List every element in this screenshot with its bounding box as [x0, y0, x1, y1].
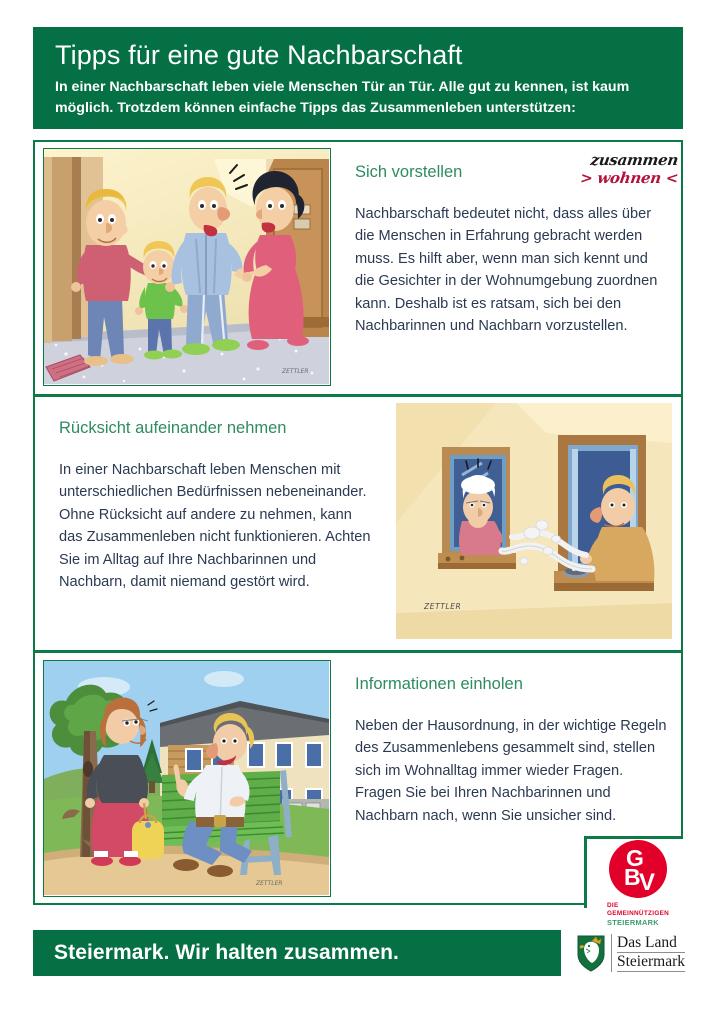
gbv-logo-line1: DIE: [607, 902, 619, 909]
svg-text:ZETTLER: ZETTLER: [424, 602, 462, 611]
das-land-line1: Das Land: [617, 934, 677, 951]
gbv-logo: [594, 838, 682, 927]
svg-text:G: G: [626, 845, 644, 871]
gbv-logo-line2: GEMEINNÜTZIGEN: [607, 910, 670, 917]
footer-slogan: Steiermark. Wir halten zusammen.: [54, 941, 399, 964]
section-3-heading: Informationen einholen: [355, 675, 523, 693]
svg-text:ZETTLER: ZETTLER: [282, 368, 309, 375]
section-1-heading: Sich vorstellen: [355, 163, 463, 181]
zusammen-wohnen-logo: [578, 152, 678, 194]
section-3-text: [355, 674, 671, 827]
section-2-text: [59, 418, 375, 593]
svg-text:ZETTLER: ZETTLER: [256, 880, 283, 887]
das-land-steiermark-text: [611, 934, 685, 972]
svg-text:V: V: [639, 869, 656, 896]
das-land-steiermark-logo: [576, 928, 686, 978]
smoking-neighbour-at-window-illustration: [395, 402, 673, 640]
section-ruecksicht-nehmen: [33, 396, 683, 650]
section-2-body: In einer Nachbarschaft leben Menschen mit unterschiedlichen Bedürfnissen nebeneinander. Ohne Rücksicht auf andere zu nehmen, kann das Zusammenleben nicht funktionieren. Achten Sie im Alltag auf Ihre Nachbarinnen und Nachbarn, damit niemand gestört wird.: [59, 462, 371, 591]
section-1-body: Nachbarschaft bedeutet nicht, dass alles über die Menschen in Erfahrung gebracht werden muss. Es hilft aber, wenn man sich kennt und die Gesichter in der Wohnumgebung zuordnen kann. Deshalb ist es ratsam, sich bei den Nachbarinnen und Nachbarn vorzustellen.: [355, 206, 658, 335]
svg-text:B: B: [624, 864, 641, 890]
das-land-line2: Steiermark: [617, 953, 686, 970]
gbv-logo-line3: STEIERMARK: [607, 918, 659, 927]
section-3-body: Neben der Hausordnung, in der wichtige Regeln des Zusammenlebens gesammelt sind, stellen sich im Wohnalltag immer wieder Fragen. Fragen Sie bei Ihren Nachbarinnen und Nachbarn nach, wenn Sie unsicher sind.: [355, 718, 667, 824]
section-2-heading: Rücksicht aufeinander nehmen: [59, 419, 287, 437]
header-banner: [33, 27, 683, 129]
steiermark-panther-shield-icon: [576, 933, 606, 973]
page-subtitle: In einer Nachbarschaft leben viele Menschen Tür an Tür. Alle gut zu kennen, ist kaum möglich. Trotzdem können einfache Tipps das Zusammenleben unterstützen:: [55, 79, 630, 116]
zusammen-wohnen-line1: zusammen: [589, 151, 680, 169]
neighbours-greeting-in-hallway-illustration: [43, 148, 331, 386]
frame-notch-edge-vertical: [584, 836, 587, 908]
gbv-monogram-circle: [609, 840, 667, 898]
footer-slogan-bar: [33, 930, 561, 976]
neighbours-chatting-outdoors-illustration: [43, 660, 331, 897]
page-title: Tipps für eine gute Nachbarschaft: [55, 40, 463, 70]
zusammen-wohnen-line2: > wohnen <: [579, 169, 680, 187]
